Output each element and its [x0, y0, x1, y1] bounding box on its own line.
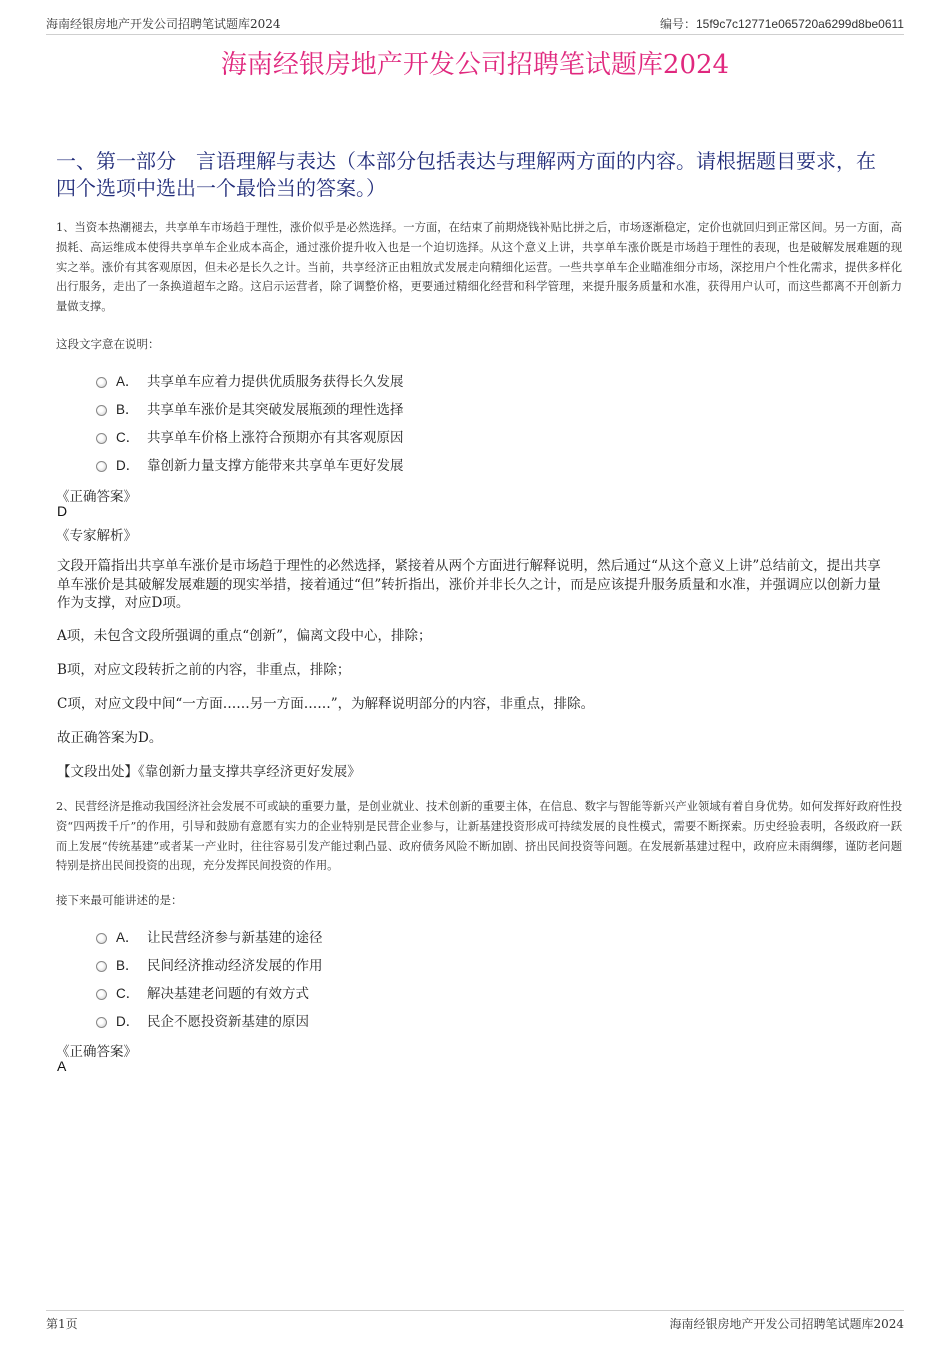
- radio-button-icon[interactable]: [96, 461, 107, 472]
- question-1-option-a[interactable]: A． 共享单车应着力提供优质服务获得长久发展: [96, 366, 404, 394]
- question-1-passage: 1、当资本热潮褪去，共享单车市场趋于理性，涨价似乎是必然选择。一方面，在结束了前期烧钱补贴比拼之后，市场逐渐稳定，定价也就回归到正常区间。另一方面，高损耗、高运维成本使得共享单车企业成本高企，通过涨价提升收入也是一个迫切选择。从这个意义上讲，共享单车涨价既是市场趋于理性的表现，也是破解发展难题的现实之举。涨价有其客观原因，但未必是长久之计。当前，共享经济正由粗放式发展走向精细化运营。一些共享单车企业瞄准细分市场，深挖用户个性化需求，提供多样化出行服务，走出了一条换道超车之路。这启示运营者，除了调整价格，更要通过精细化经营和科学管理，来提升服务质量和水准，获得用户认可，而这些都离不开创新力量做支撑。: [56, 221, 902, 314]
- question-1-answer-label: 《正确答案》: [56, 489, 137, 505]
- source-citation: 【文段出处】《靠创新力量支撑共享经济更好发展》: [57, 764, 361, 780]
- question-2-options: [96, 922, 323, 1034]
- radio-button-icon[interactable]: [96, 377, 107, 388]
- analysis-paragraph: C项，对应文段中间“一方面……另一方面……”，为解释说明部分的内容，非重点，排除。: [57, 696, 595, 712]
- question-2-option-c[interactable]: C． 解决基建老问题的有效方式: [96, 978, 323, 1006]
- question-1-option-b[interactable]: B． 共享单车涨价是其突破发展瓶颈的理性选择: [96, 394, 404, 422]
- question-2-passage: 2、民营经济是推动我国经济社会发展不可或缺的重要力量，是创业就业、技术创新的重要主体，在信息、数字与智能等新兴产业领域有着自身优势。如何发挥好政府性投资“四两拨千斤”的作用，引导和鼓励有意愿有实力的企业特别是民营企业参与，让新基建投资形成可持续发展的良性模式，需要不断探索。历史经验表明，各级政府一跃而上发展“传统基建”或者某一产业时，往往容易引发产能过剩凸显、政府债务风险不断加剧、挤出民间投资等问题。在发展新基建过程中，政府应未雨绸缪，谨防老问题特别是挤出民间投资的出现，充分发挥民间投资的作用。: [56, 800, 902, 873]
- analysis-paragraph: 文段开篇指出共享单车涨价是市场趋于理性的必然选择，紧接着从两个方面进行解释说明，然后通过“从这个意义上讲”总结前文，提出共享单车涨价是其破解发展难题的现实举措，接着通过“但”转折指出，涨价并非长久之计，而是应该提升服务质量和水准，并强调应以创新力量作为支撑，对应D项。: [57, 558, 881, 611]
- header-doc-id: 编号：15f9c7c12771e065720a6299d8be0611: [660, 17, 904, 31]
- page-number: 第1页: [46, 1317, 78, 1331]
- question-1-option-d[interactable]: D． 靠创新力量支撑方能带来共享单车更好发展: [96, 450, 404, 478]
- question-1-answer: D: [57, 503, 68, 519]
- page-header: [46, 12, 904, 35]
- question-2-prompt: 接下来最可能讲述的是：: [56, 893, 183, 907]
- radio-button-icon[interactable]: [96, 961, 107, 972]
- question-2-answer-label: 《正确答案》: [56, 1044, 137, 1060]
- question-1-option-c[interactable]: C． 共享单车价格上涨符合预期亦有其客观原因: [96, 422, 404, 450]
- page-footer: [46, 1310, 904, 1331]
- radio-button-icon[interactable]: [96, 1017, 107, 1028]
- header-doc-title: 海南经银房地产开发公司招聘笔试题库2024: [46, 17, 281, 31]
- document-title: 海南经银房地产开发公司招聘笔试题库2024: [220, 50, 730, 80]
- question-1-analysis-label: 《专家解析》: [56, 528, 137, 544]
- radio-button-icon[interactable]: [96, 989, 107, 1000]
- section-heading: 一、第一部分 言语理解与表达（本部分包括表达与理解两方面的内容。请根据题目要求，在四个选项中选出一个最恰当的答案。）: [56, 149, 876, 200]
- question-2-option-b[interactable]: B． 民间经济推动经济发展的作用: [96, 950, 323, 978]
- radio-button-icon[interactable]: [96, 433, 107, 444]
- question-1-options: [96, 366, 404, 478]
- question-2-answer: A: [57, 1058, 67, 1074]
- question-2-option-a[interactable]: A． 让民营经济参与新基建的途径: [96, 922, 323, 950]
- footer-doc-title: 海南经银房地产开发公司招聘笔试题库2024: [669, 1317, 904, 1331]
- analysis-paragraph: B项，对应文段转折之前的内容，非重点，排除；: [57, 662, 351, 678]
- analysis-paragraph: 故正确答案为D。: [57, 730, 163, 746]
- radio-button-icon[interactable]: [96, 933, 107, 944]
- radio-button-icon[interactable]: [96, 405, 107, 416]
- analysis-paragraph: A项，未包含文段所强调的重点“创新”，偏离文段中心，排除；: [57, 628, 432, 644]
- question-2-option-d[interactable]: D． 民企不愿投资新基建的原因: [96, 1006, 323, 1034]
- question-1-prompt: 这段文字意在说明：: [56, 337, 160, 351]
